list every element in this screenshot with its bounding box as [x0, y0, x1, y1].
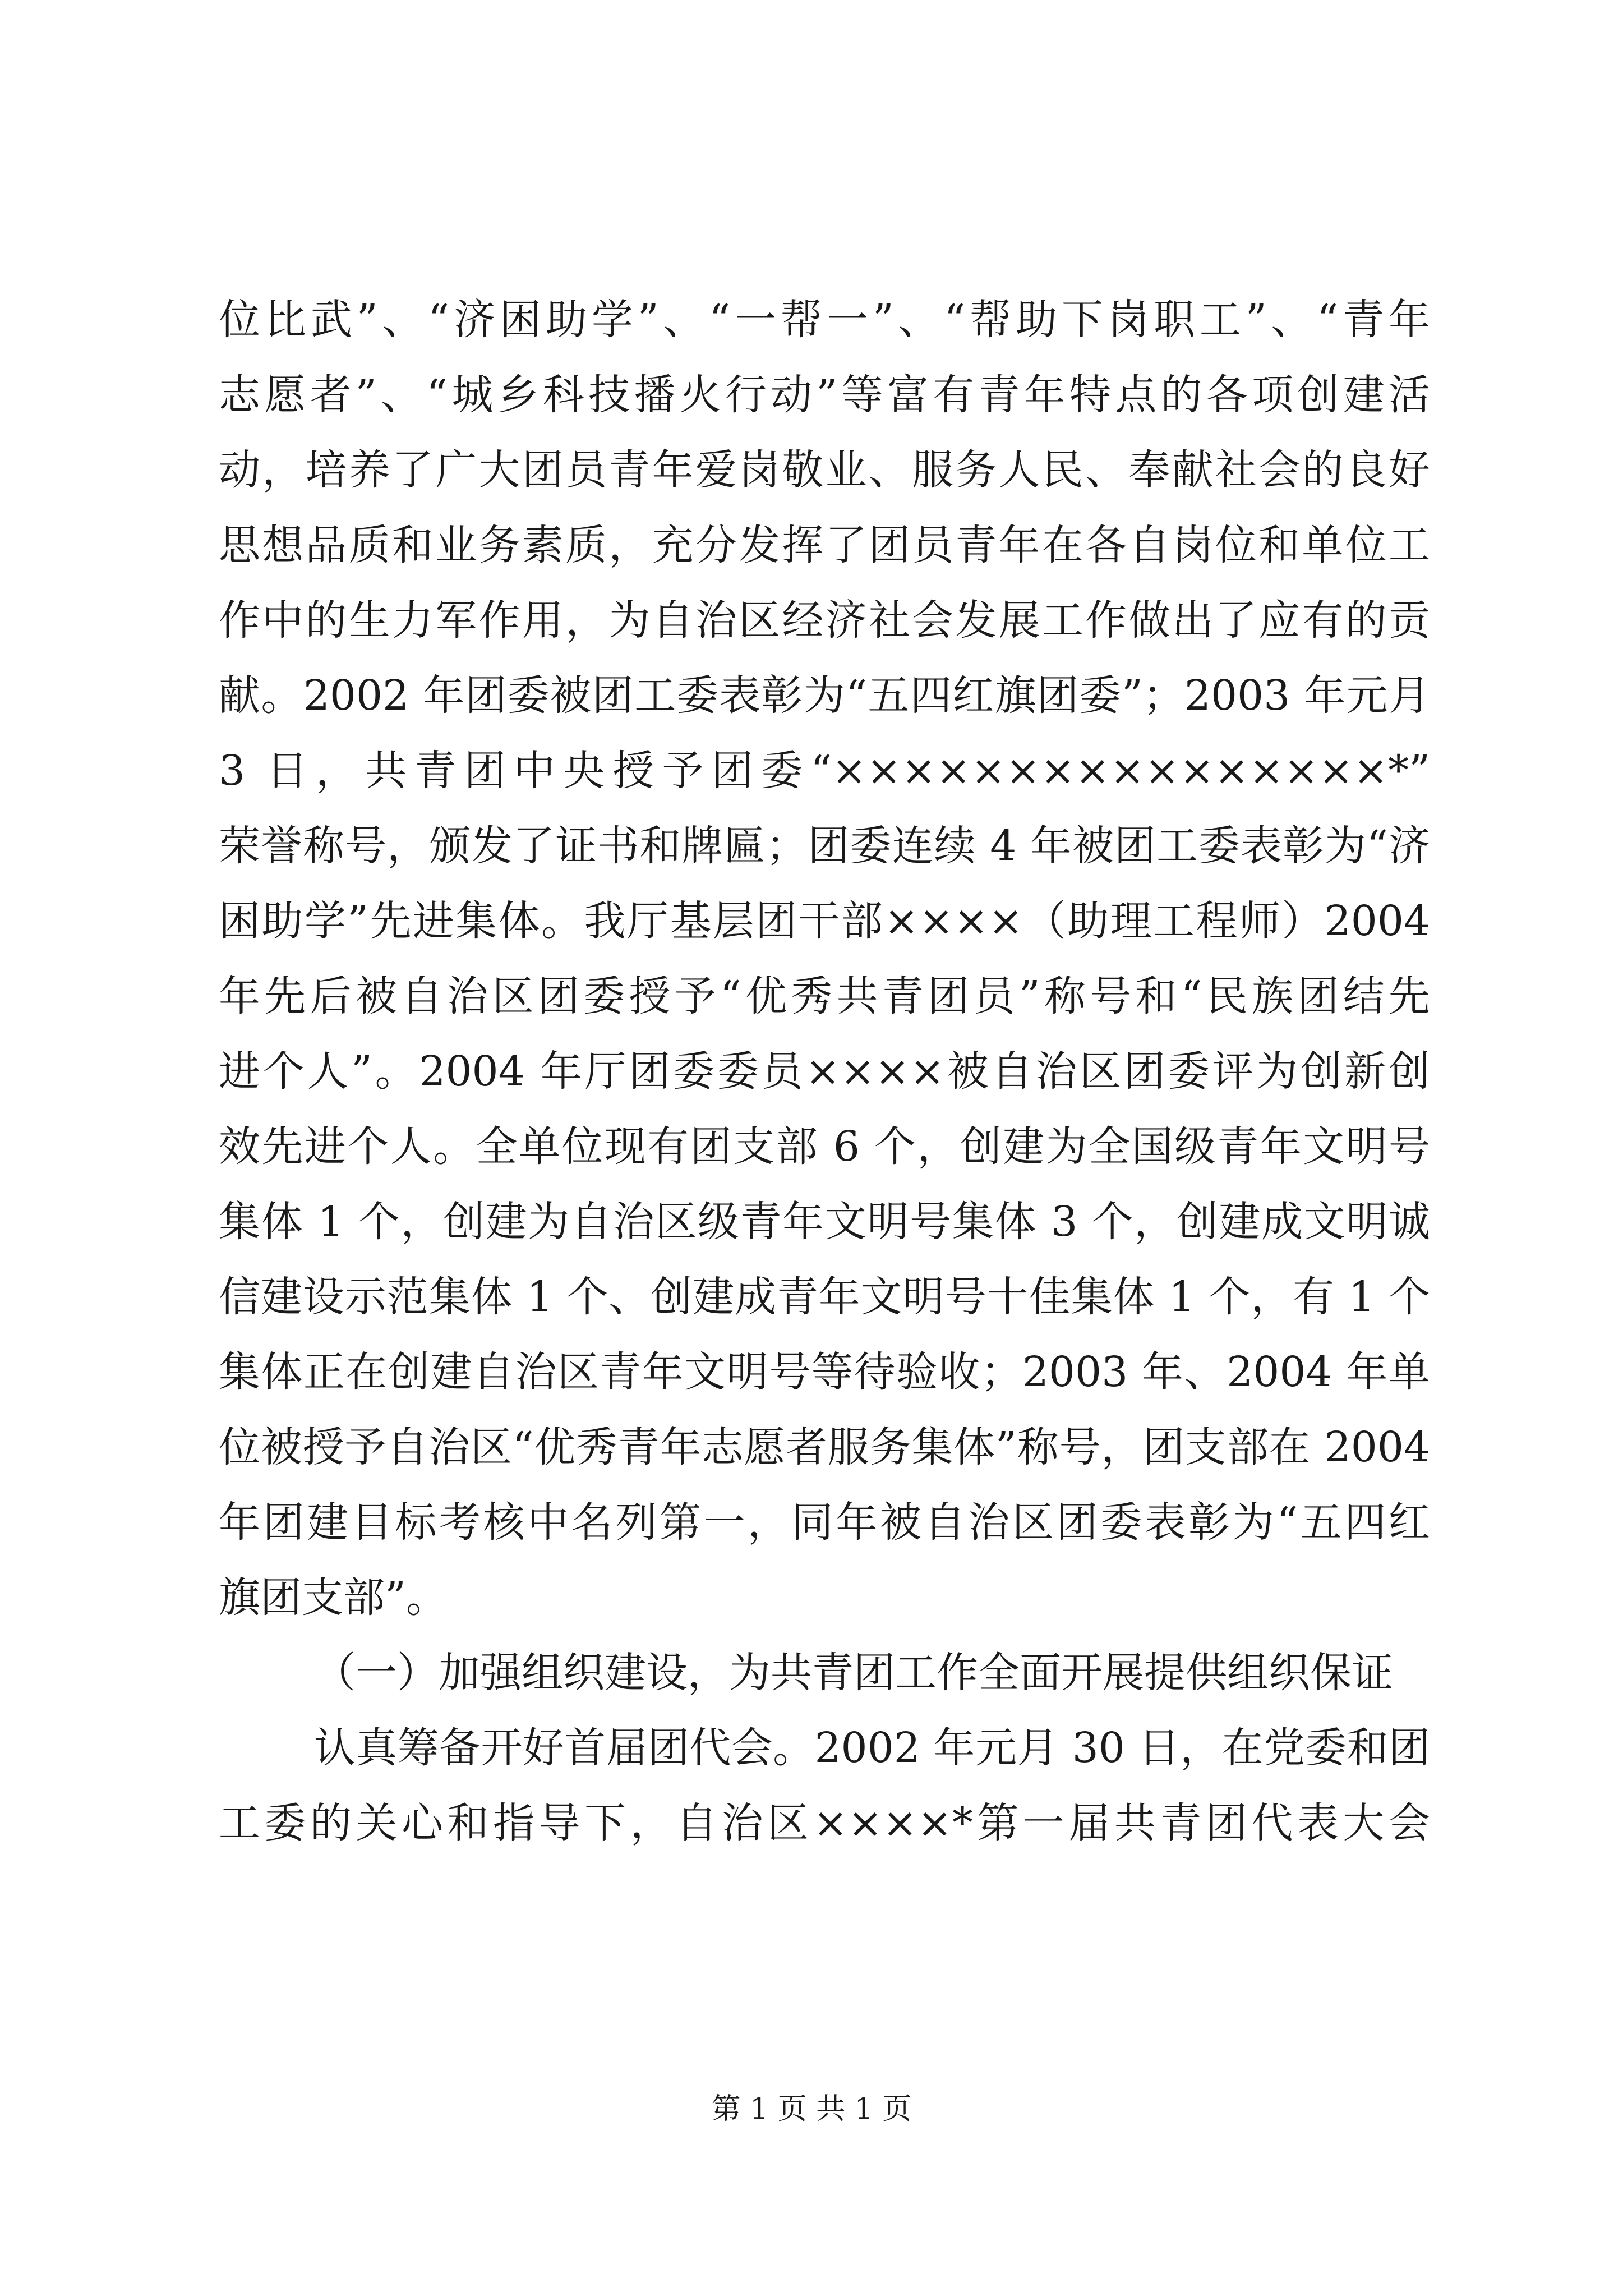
body-text-line: 年先后被自治区团委授予“优秀共青团员”称号和“民族团结先: [219, 972, 1430, 1020]
body-text-line: 志愿者”、“城乡科技播火行动”等富有青年特点的各项创建活: [219, 371, 1430, 419]
body-text-line: 思想品质和业务素质，充分发挥了团员青年在各自岗位和单位工: [219, 521, 1430, 569]
body-text-line: 动，培养了广大团员青年爱岗敬业、服务人民、奉献社会的良好: [219, 446, 1430, 494]
body-text-line: 信建设示范集体 1 个、创建成青年文明号十佳集体 1 个，有 1 个: [219, 1273, 1430, 1321]
body-text-line: 困助学”先进集体。我厅基层团干部××××（助理工程师）2004: [219, 897, 1430, 945]
body-text-line: 旗团支部”。: [219, 1573, 448, 1622]
body-text-line: 年团建目标考核中名列第一，同年被自治区团委表彰为“五四红: [219, 1498, 1430, 1547]
section-heading: （一）加强组织建设，为共青团工作全面开展提供组织保证: [314, 1649, 1393, 1697]
body-text-line: 献。2002 年团委被团工委表彰为“五四红旗团委”；2003 年元月: [219, 671, 1430, 720]
body-text-line: 集体 1 个，创建为自治区级青年文明号集体 3 个，创建成文明诚: [219, 1198, 1430, 1246]
body-text-line: 位比武”、“济困助学”、“一帮一”、“帮助下岗职工”、“青年: [219, 296, 1430, 344]
body-text-line: 工委的关心和指导下，自治区××××*第一届共青团代表大会: [219, 1799, 1430, 1847]
body-text-line: 进个人”。2004 年厅团委委员××××被自治区团委评为创新创: [219, 1047, 1430, 1096]
page-footer: 第 1 页 共 1 页: [711, 2092, 912, 2126]
body-text-line: 认真筹备开好首届团代会。2002 年元月 30 日，在党委和团: [314, 1724, 1430, 1772]
body-text-line: 效先进个人。全单位现有团支部 6 个，创建为全国级青年文明号: [219, 1122, 1430, 1171]
body-text-line: 集体正在创建自治区青年文明号等待验收；2003 年、2004 年单: [219, 1348, 1430, 1396]
body-text-line: 作中的生力军作用，为自治区经济社会发展工作做出了应有的贡: [219, 596, 1430, 645]
body-text-line: 荣誉称号，颁发了证书和牌匾；团委连续 4 年被团工委表彰为“济: [219, 822, 1430, 870]
body-text-line: 3 日，共青团中央授予团委“××××××××××××××××*”: [219, 747, 1430, 795]
body-text-line: 位被授予自治区“优秀青年志愿者服务集体”称号，团支部在 2004: [219, 1423, 1430, 1471]
